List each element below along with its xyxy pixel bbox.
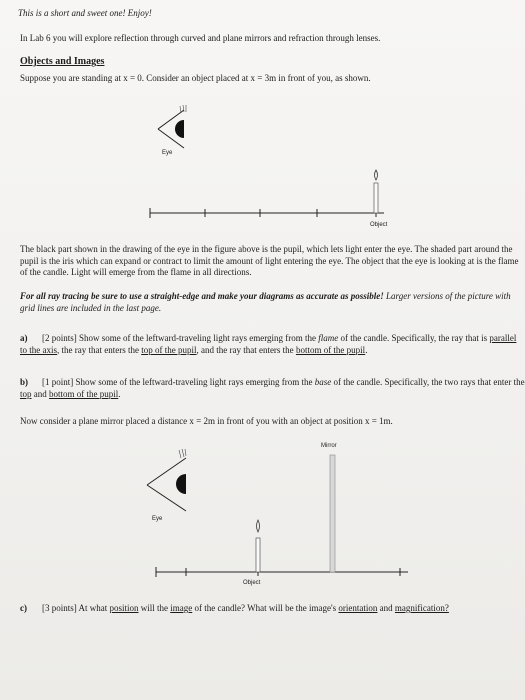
question-c-text: [3 points] At what	[42, 603, 110, 613]
question-b-text-2: of the candle. Specifically, the two rays that enter the	[331, 377, 525, 387]
mirror-setup-line: Now consider a plane mirror placed a distance x = 2m in front of you with an object at position x = 1m.	[20, 416, 393, 426]
pupil-paragraph: The black part shown in the drawing of the eye in the figure above is the pupil, which lets light enter the eye. The shaded part around the pupil is the iris which can expand or contract to limit the amount of light entering the eye. The object that the eye is looking at is the flame of the candle. Light will emerge from the flame in all directions.	[20, 244, 519, 277]
section-heading: Objects and Images	[20, 56, 105, 67]
question-b-bottom-pupil: bottom of the pupil	[49, 388, 119, 399]
object-label-2: Object	[243, 580, 261, 586]
candle-object-2	[256, 520, 260, 572]
question-a-text-2: of the candle. Specifically, the ray that is	[338, 333, 490, 343]
question-c-text-2: will the	[138, 603, 171, 613]
ray-tracing-note	[20, 291, 525, 314]
question-b	[20, 377, 525, 400]
question-a-flame: flame	[318, 333, 339, 343]
intro-line: This is a short and sweet one! Enjoy!	[18, 8, 152, 18]
question-a-text-4: , and the ray that enters the	[196, 344, 296, 355]
question-a-label: a)	[20, 333, 28, 343]
question-c	[20, 603, 525, 615]
question-c-text-3: of the candle? What will be the image's	[192, 603, 339, 613]
question-b-text: [1 point] Show some of the leftward-traveling light rays emerging from the	[42, 377, 315, 387]
question-b-text-3: and	[31, 388, 50, 399]
question-a-text-5: .	[365, 344, 368, 355]
candle-object	[374, 170, 378, 213]
question-c-position: position	[109, 603, 139, 613]
eye-drawing	[158, 105, 186, 148]
ray-tracing-bold: For all ray tracing be sure to use a straight-edge and make your diagrams as accurate as possible!	[20, 291, 384, 301]
question-b-top: top	[20, 388, 32, 399]
question-a-top-pupil: top of the pupil	[141, 344, 197, 355]
question-a-parallel: parallel to the axis	[20, 333, 517, 355]
eye-label: Eye	[162, 150, 173, 156]
question-a-text: [2 points] Show some of the leftward-traveling light rays emerging from the	[42, 333, 319, 343]
question-b-base: base	[314, 377, 332, 387]
lab-description: In Lab 6 you will explore reflection through curved and plane mirrors and refraction through lenses.	[20, 33, 381, 43]
question-c-magnification: magnification?	[394, 603, 449, 613]
mirror-label: Mirror	[321, 443, 337, 449]
object-label: Object	[370, 222, 388, 228]
question-a	[20, 333, 525, 356]
plane-mirror	[330, 455, 335, 572]
question-a-text-3: , the ray that enters the	[57, 344, 142, 355]
question-b-label: b)	[20, 377, 29, 387]
question-a-bottom-pupil: bottom of the pupil	[295, 344, 366, 355]
eye-drawing-2	[147, 449, 186, 511]
setup-line: Suppose you are standing at x = 0. Consider an object placed at x = 3m in front of you, as shown.	[20, 73, 371, 83]
question-c-image: image	[170, 603, 193, 613]
eye-label-2: Eye	[152, 516, 163, 522]
question-c-label: c)	[20, 603, 27, 613]
question-c-text-4: and	[377, 603, 395, 613]
ray-tracing-rest: Larger versions of the picture with grid lines are included in the last page.	[20, 291, 511, 313]
question-c-orientation: orientation	[338, 603, 378, 613]
question-b-text-4: .	[118, 388, 121, 399]
